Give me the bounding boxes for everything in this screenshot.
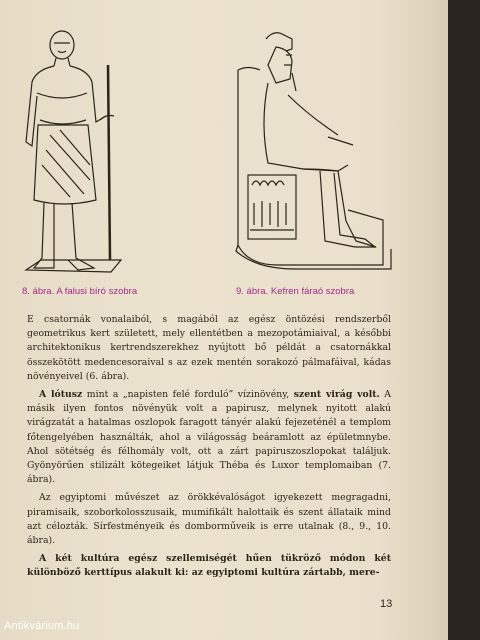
figure-khafre-statue <box>228 25 393 280</box>
figure-8-caption: 8. ábra. A falusi bíró szobra <box>22 286 138 297</box>
figure-9-caption: 9. ábra. Kefren fáraó szobra <box>236 286 355 297</box>
watermark-text: Antikvárium.hu <box>4 620 80 632</box>
paragraph-2 <box>27 388 391 487</box>
lotus-middle-text: mint a „napisten felé forduló” vízinövény, <box>82 389 294 401</box>
lotus-bold-tail: szent virág volt. <box>293 389 380 401</box>
paragraph-4 <box>27 552 391 580</box>
paragraph-bold-text: A két kultúra egész szellemiségét hűen tükröző módon két különböző kerttípus alakult ki: az egyiptomi kultúra zártabb, mere- <box>27 553 391 579</box>
page-number: 13 <box>380 598 393 610</box>
paragraph-3 <box>27 491 391 548</box>
paragraph-1 <box>27 313 391 384</box>
body-text <box>27 313 391 585</box>
lotus-bold-lead: A lótusz <box>39 389 83 401</box>
lotus-rest-text: A másik ilyen fontos növényük volt a papirusz, melynek nyitott alakú virágzatát a hatalmas oszlopok faragott tányér alakú fejezeténél a templom főtengelyében használták, ahol a világosság beáramlott az épületmnybe. Ahol sötétség és félhomály volt, ott a zárt papiruszoszlopokat találjuk. Gyönyörűen stilizált kötegeiket látjuk Théba és Luxor templomaiban (7. ábra). <box>27 389 391 486</box>
paragraph-text: Az egyiptomi művészet az örökkévalóságot igyekezett megragadni, piramisaik, szoborkolosszusaik, mumifikált halottaik és szent állataik mind azt célozták. Sírfestményeik és domborműveik is erre utalnak (8., 9., 10. ábra). <box>27 492 391 547</box>
figure-village-judge-statue <box>20 25 130 280</box>
paragraph-text: E csatornák vonalaiból, s magából az egész öntözési rendszerből geometrikus kert született, mely ellentétben a mezopotámiaival, a későbbi architektonikus kertrendszerekhez nyújtott bő példát a csatornákkal összekötött medencesoraival s az ezek mentén sorakozó pálmafáival, kádas növényeivel (6. ábra). <box>27 314 391 382</box>
